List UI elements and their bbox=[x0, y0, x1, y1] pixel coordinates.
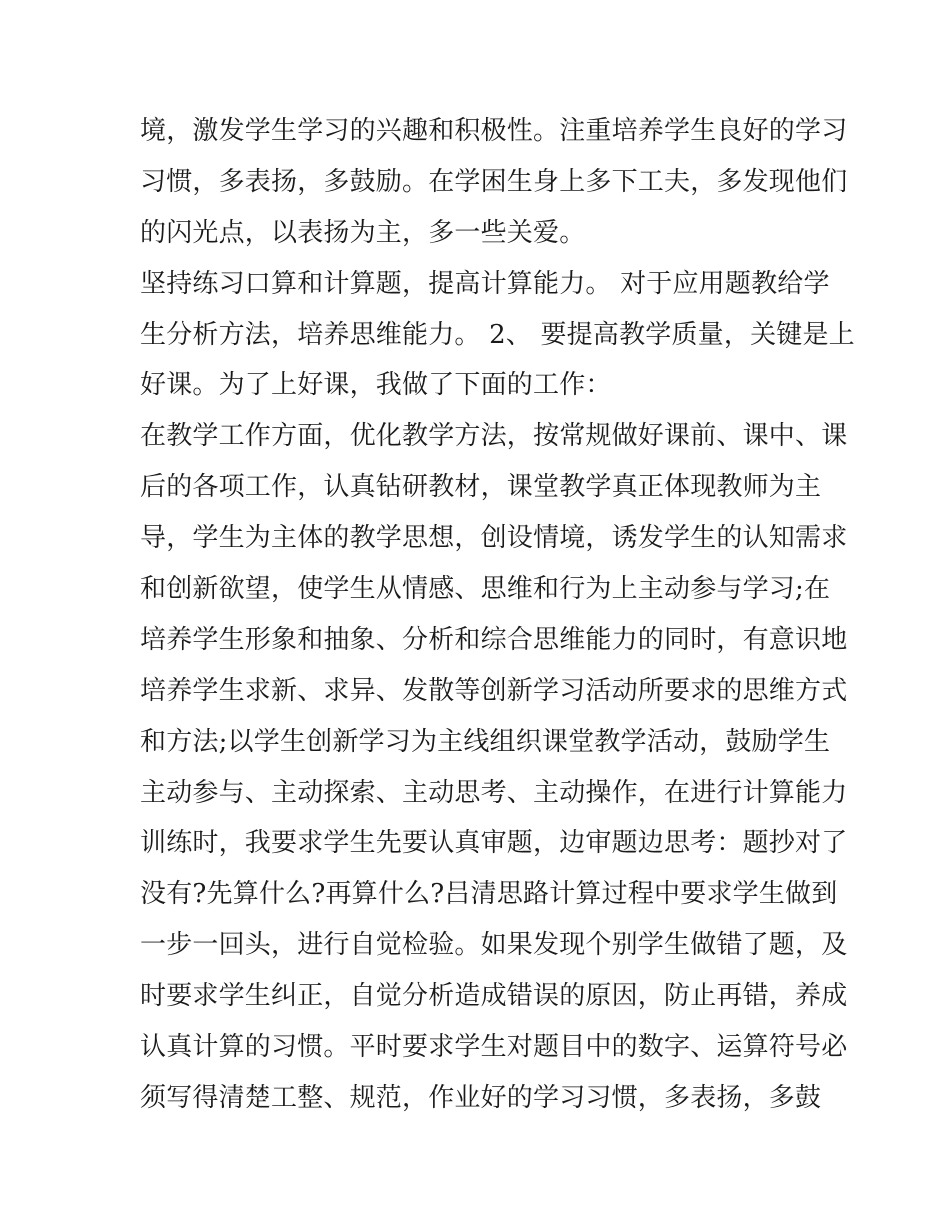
text-line: 和方法;以学生创新学习为主线组织课堂教学活动，鼓励学生 bbox=[140, 726, 831, 757]
text-line: 生分析方法，培养思维能力。 2、 要提高教学质量，关键是上 bbox=[140, 319, 855, 350]
text-line: 好课。为了上好课，我做了下面的工作： bbox=[140, 370, 612, 401]
body-text bbox=[140, 106, 855, 1124]
text-line: 在教学工作方面，优化教学方法，按常规做好课前、课中、课 bbox=[140, 421, 848, 452]
text-line: 认真计算的习惯。平时要求学生对题目中的数字、运算符号必 bbox=[140, 1032, 848, 1063]
text-line: 导，学生为主体的教学思想，创设情境，诱发学生的认知需求 bbox=[140, 523, 848, 554]
text-line: 境，激发学生学习的兴趣和积极性。注重培养学生良好的学习 bbox=[140, 116, 848, 146]
text-line: 训练时，我要求学生先要认真审题，边审题边思考：题抄对了 bbox=[140, 828, 848, 859]
text-line: 培养学生求新、求异、发散等创新学习活动所要求的思维方式 bbox=[140, 675, 848, 706]
text-line: 后的各项工作，认真钻研教材，课堂教学真正体现教师为主 bbox=[140, 472, 822, 503]
text-line: 习惯，多表扬，多鼓励。在学困生身上多下工夫，多发现他们 bbox=[140, 166, 848, 197]
text-line: 的闪光点，以表扬为主，多一些关爱。 bbox=[140, 217, 586, 248]
text-line: 没有?先算什么?再算什么?吕清思路计算过程中要求学生做到 bbox=[140, 879, 838, 910]
text-line: 一步一回头，进行自觉检验。如果发现个别学生做错了题，及 bbox=[140, 930, 848, 961]
text-line: 和创新欲望，使学生从情感、思维和行为上主动参与学习;在 bbox=[140, 574, 831, 605]
text-line: 须写得清楚工整、规范，作业好的学习习惯，多表扬，多鼓 bbox=[140, 1082, 822, 1113]
text-line: 主动参与、主动探索、主动思考、主动操作，在进行计算能力 bbox=[140, 777, 848, 808]
text-line: 时要求学生纠正，自觉分析造成错误的原因，防止再错，养成 bbox=[140, 981, 848, 1012]
text-line: 坚持练习口算和计算题，提高计算能力。 对于应用题教给学 bbox=[140, 268, 830, 299]
text-line: 培养学生形象和抽象、分析和综合思维能力的同时，有意识地 bbox=[140, 624, 848, 655]
